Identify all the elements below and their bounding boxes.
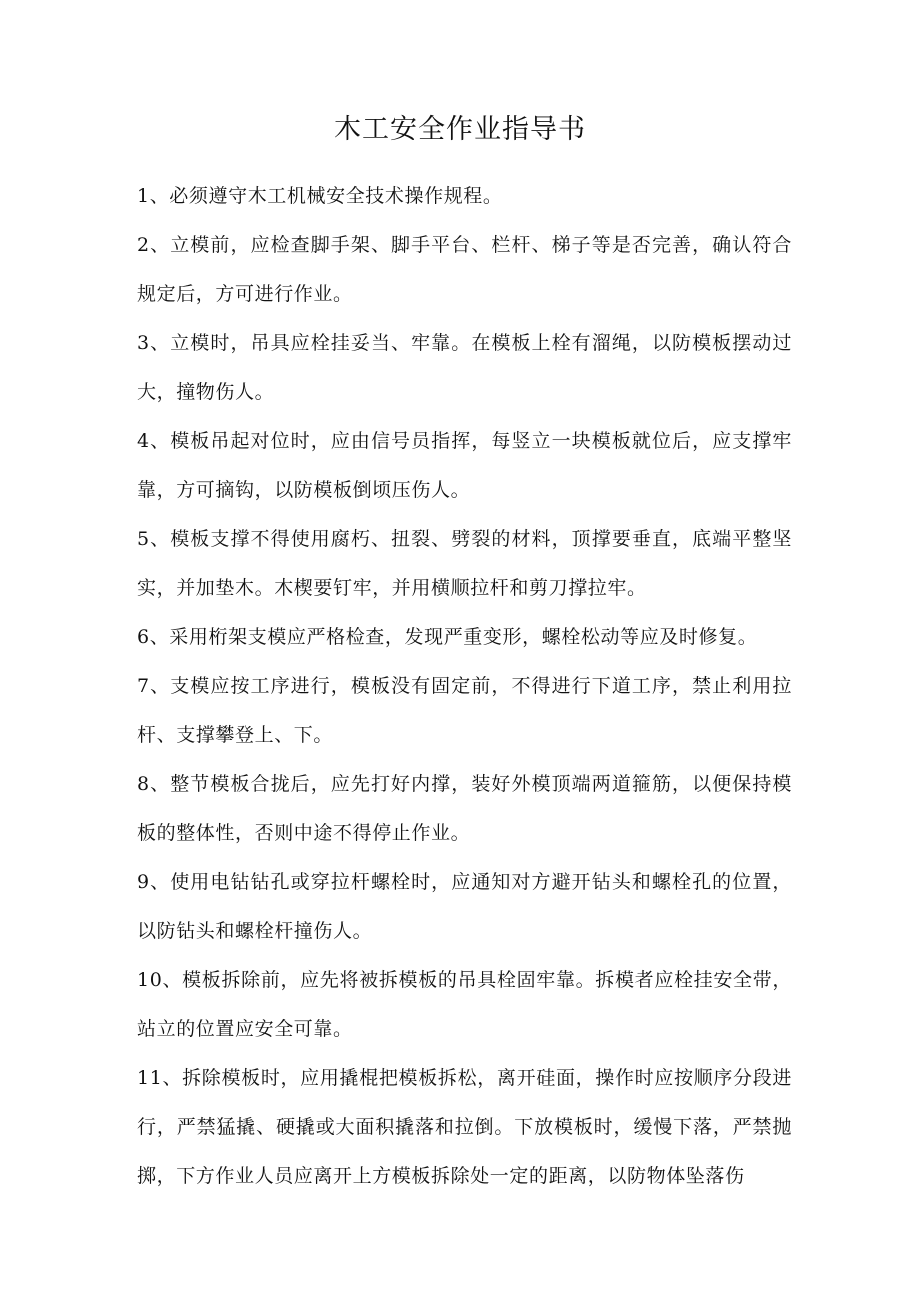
clause-5: 5、模板支撑不得使用腐朽、扭裂、劈裂的材料，顶撑要垂直，底端平整坚实，并加垫木。木楔要钉牢，并用横顺拉杆和剪刀撑拉牢。 xyxy=(137,528,792,599)
clause-4: 4、模板吊起对位时，应由信号员指挥，每竖立一块模板就位后，应支撑牢靠，方可摘钩，以防模板倒顷压伤人。 xyxy=(137,430,792,501)
clause-6: 6、采用桁架支模应严格检查，发现严重变形，螺栓松动等应及时修复。 xyxy=(137,626,758,648)
document-title: 木工安全作业指导书 xyxy=(334,114,586,145)
document-body xyxy=(137,172,792,1201)
clause-11: 11、拆除模板时，应用撬棍把模板拆松，离开硅面，操作时应按顺序分段进行，严禁猛撬、硬撬或大面积撬落和拉倒。下放模板时，缓慢下落，严禁抛掷，下方作业人员应离开上方模板拆除处一定的距离，以防物体坠落伤 xyxy=(137,1067,792,1187)
clause-1: 1、必须遵守木工机械安全技术操作规程。 xyxy=(137,185,503,207)
clause-2: 2、立模前，应检查脚手架、脚手平台、栏杆、梯子等是否完善，确认符合规定后，方可进行作业。 xyxy=(137,234,792,305)
clause-10: 10、模板拆除前，应先将被拆模板的吊具栓固牢靠。拆模者应栓挂安全带，站立的位置应安全可靠。 xyxy=(137,969,792,1040)
clause-9: 9、使用电钻钻孔或穿拉杆螺栓时，应通知对方避开钻头和螺栓孔的位置，以防钻头和螺栓杆撞伤人。 xyxy=(137,871,792,942)
clause-8: 8、整节模板合拢后，应先打好内撑，装好外模顶端两道箍筋，以便保持模板的整体性，否则中途不得停止作业。 xyxy=(137,773,792,844)
clause-3: 3、立模时，吊具应栓挂妥当、牢靠。在模板上栓有溜绳，以防模板摆动过大，撞物伤人。 xyxy=(137,332,792,403)
clause-7: 7、支模应按工序进行，模板没有固定前，不得进行下道工序，禁止利用拉杆、支撑攀登上、下。 xyxy=(137,675,792,746)
